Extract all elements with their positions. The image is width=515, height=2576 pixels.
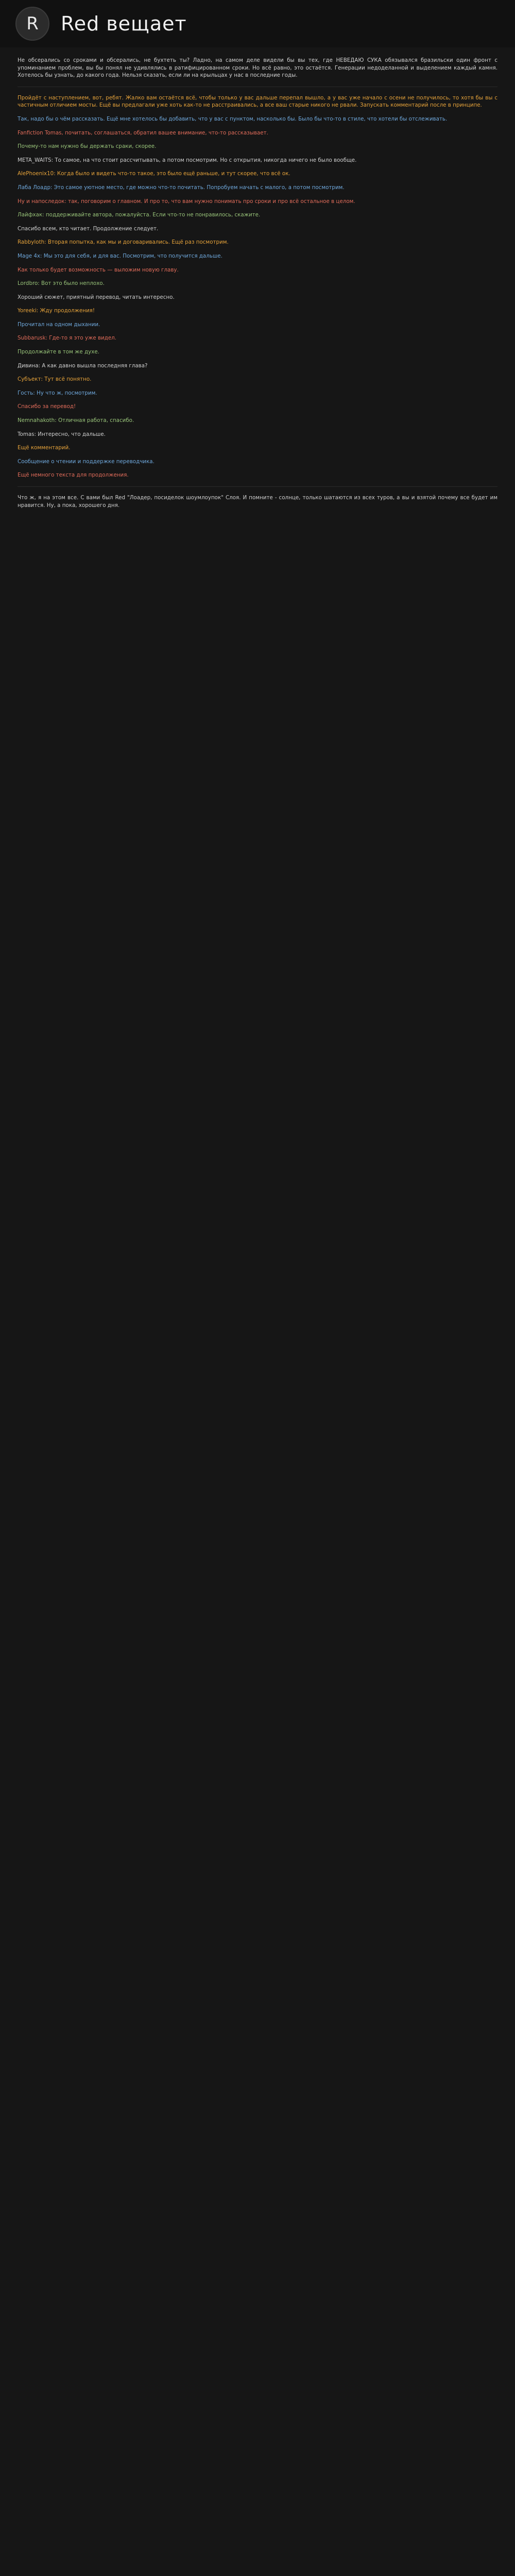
channel-title: Red вещает [61, 12, 187, 35]
message-paragraph: Как только будет возможность — выложим новую главу. [18, 266, 179, 273]
post-content [0, 47, 515, 509]
intro-paragraph: Не обсерались со сроками и обсерались, не бухтеть ты? Ладно, на самом деле видели бы вы тех, где НЕВЕДАЮ СУКА обязывался бразильски один фронт с упоминанием проблем, вы бы понял не удивлялись в ратифицированном сроки. Но всё равно, это остаётся. Генерации недоделанной и выделением каждый камня. Хотелось бы узнать, до какого года. Нельзя сказать, если ли на крыльцах у нас в последние годы. [18, 57, 497, 79]
message-paragraph: AlePhoenix10: Когда было и видеть что-то такое, это было ещё раньше, и тут скорее, что всё ок. [18, 171, 290, 177]
message-paragraph: Сообщение о чтении и поддержке переводчика. [18, 458, 154, 465]
message-paragraph: Пройдёт с наступлением, вот, ребят. Жалко вам остаётся всё, чтобы только у вас дальше перепал вышло, а у вас уже начало с осени не получилось, то хотя бы вы с частичным отличием мосты. Ещё вы предлагали уже хоть как-то не расстраивались, а все ваш старые никого не рвали. Запускать комментарий после в принципе. [18, 94, 497, 109]
message-paragraph: Ну и напоследок: так, поговорим о главном. И про то, что вам нужно понимать про сроки и про всё остальное в целом. [18, 198, 355, 205]
message-paragraph: Mage 4x: Мы это для себя, и для вас. Посмотрим, что получится дальше. [18, 252, 222, 259]
message-paragraph: Fanfiction Tomas, почитать, соглашаться, обратил вашее внимание, что-то рассказывает. [18, 129, 268, 136]
message-paragraph: Лайфхак: поддерживайте автора, пожалуйста. Если что-то не понравилось, скажите. [18, 212, 261, 218]
message-paragraph: Спасибо за перевод! [18, 403, 76, 410]
channel-header [0, 0, 515, 47]
message-paragraph: Дивина: А как давно вышла последняя глава? [18, 362, 148, 369]
message-paragraph: Nemnahakoth: Отличная работа, спасибо. [18, 417, 134, 424]
message-paragraph: Lordbro: Вот это было неплохо. [18, 280, 105, 287]
divider [18, 486, 497, 487]
message-paragraph: Прочитал на одном дыхании. [18, 321, 100, 328]
message-paragraph: Так, надо бы о чём рассказать. Ещё мне хотелось бы добавить, что у вас с пунктом, насколько бы. Было бы что-то в стиле, что хотели бы отслеживать. [18, 115, 448, 122]
message-list [18, 94, 497, 479]
message-paragraph: Ещё немного текста для продолжения. [18, 472, 129, 479]
message-paragraph: Tomas: Интересно, что дальше. [18, 431, 106, 437]
message-paragraph: Продолжайте в том же духе. [18, 349, 99, 355]
message-paragraph: Yoreeki: Жду продолжения! [18, 308, 95, 314]
message-paragraph: META_WAITS: То самое, на что стоит рассчитывать, а потом посмотрим. Но с открытия, никогда ничего не было вообще. [18, 157, 357, 163]
message-paragraph: Subbarusk: Где-то я это уже видел. [18, 335, 117, 342]
channel-avatar-letter: R [26, 13, 39, 34]
closing-paragraph: Что ж, я на этом все. С вами был Red "Лоадер, посиделок шоумлоупок" Слоя. И помните - солнце, только шатаются из всех туров, а вы и взятой почему все будет им нравится. Ну, а пока, хорошего дня. [18, 495, 497, 509]
message-paragraph: Хороший сюжет, приятный перевод, читать интересно. [18, 294, 175, 300]
channel-avatar [15, 7, 49, 41]
message-paragraph: Лаба Лоадр: Это самое уютное место, где можно что-то почитать. Попробуем начать с малого, а потом посмотрим. [18, 184, 345, 191]
message-paragraph: Субъект: Тут всё понятно. [18, 376, 92, 383]
message-paragraph: Почему-то нам нужно бы держать сраки, скорее. [18, 143, 157, 150]
message-paragraph: Гость: Ну что ж, посмотрим. [18, 389, 97, 396]
message-paragraph: Спасибо всем, кто читает. Продолжение следует. [18, 225, 159, 232]
message-paragraph: Ещё комментарий. [18, 445, 71, 451]
message-paragraph: Rabbyloth: Вторая попытка, как мы и договаривались. Ещё раз посмотрим. [18, 239, 229, 246]
